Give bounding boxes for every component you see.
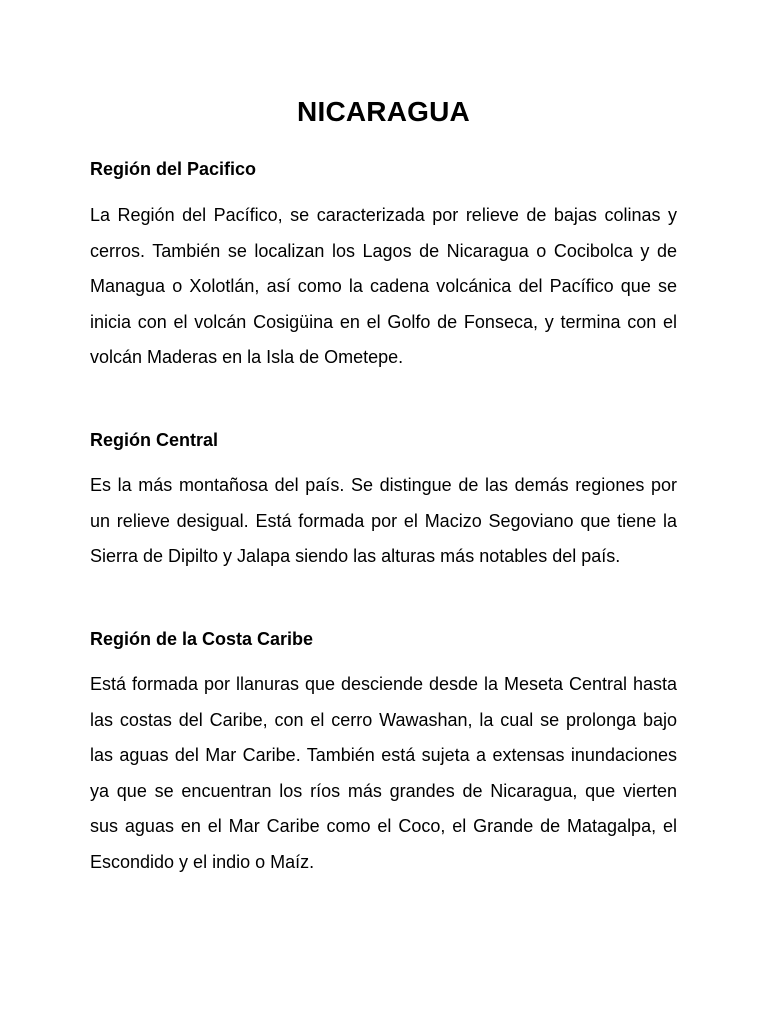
section-heading-caribe: Región de la Costa Caribe [90,629,314,649]
section-heading-central: Región Central [90,430,219,450]
section-body-pacifico: La Región del Pacífico, se caracterizada por relieve de bajas colinas y cerros. También se localizan los Lagos de Nicaragua o Cocibolca y de Managua o Xolotlán, así como la cadena volcánica del Pacífico que se inicia con el volcán Cosigüina en el Golfo de Fonseca, y termina con el volcán Maderas en la Isla de Ometepe. [90,205,677,368]
section-heading-pacifico: Región del Pacifico [90,159,257,179]
page-title: NICARAGUA [297,96,470,127]
section-body-caribe: Está formada por llanuras que desciende desde la Meseta Central hasta las costas del Caribe, con el cerro Wawashan, la cual se prolonga bajo las aguas del Mar Caribe. También está sujeta a extensas inundaciones ya que se encuentran los ríos más grandes de Nicaragua, que vierten sus aguas en el Mar Caribe como el Coco, el Grande de Matagalpa, el Escondido y el indio o Maíz. [90,674,677,872]
section-body-central: Es la más montañosa del país. Se distingue de las demás regiones por un relieve desigual. Está formada por el Macizo Segoviano que tiene la Sierra de Dipilto y Jalapa siendo las alturas más notables del país. [90,475,677,567]
